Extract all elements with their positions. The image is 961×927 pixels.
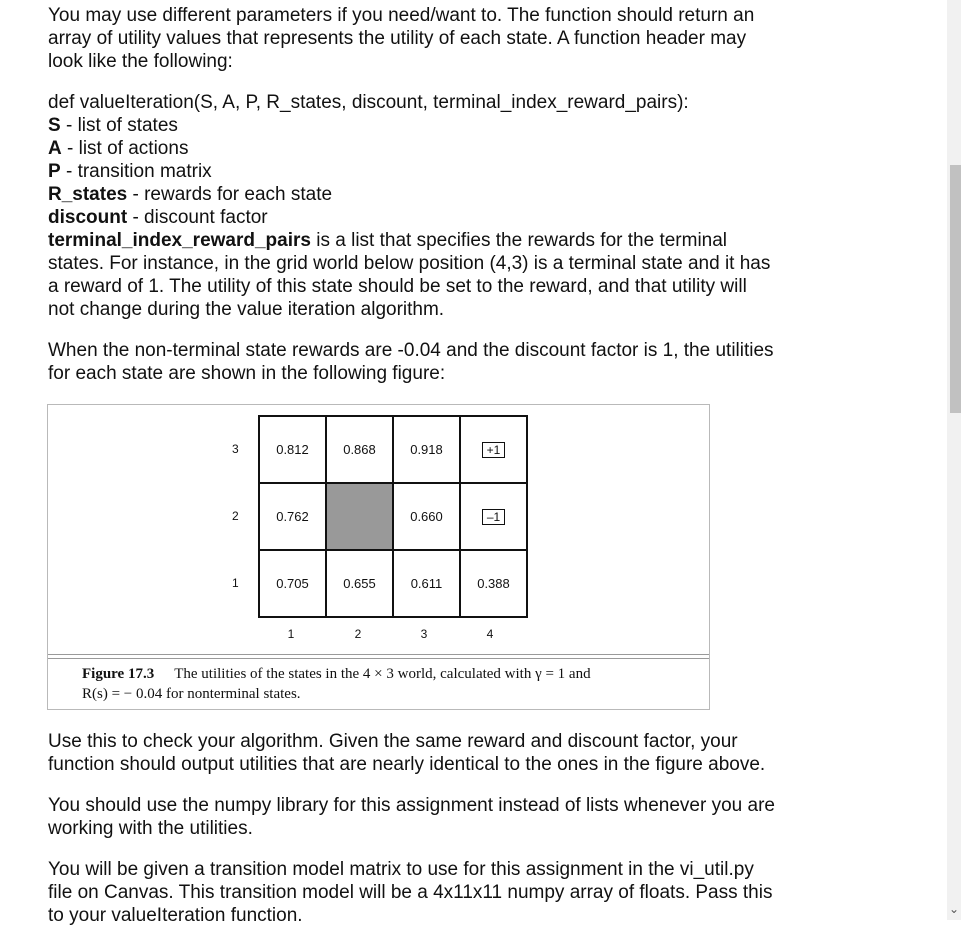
param-p: P - transition matrix	[48, 161, 212, 182]
grid-row	[259, 416, 527, 483]
grid-cell: 0.812	[259, 416, 326, 483]
grid-cell: 0.918	[393, 416, 460, 483]
grid-cell: 0.388	[460, 550, 527, 617]
grid-cell: 0.705	[259, 550, 326, 617]
intro-paragraph: You may use different parameters if you need/want to. The function should return an array of utility values that represents the utility of each state. A function header may look like the following:	[48, 5, 755, 72]
row-label: 1	[232, 576, 239, 590]
scroll-down-icon[interactable]: ⌄	[948, 902, 959, 916]
grid-cell: 0.611	[393, 550, 460, 617]
grid-cell: 0.868	[326, 416, 393, 483]
caption-text: R(s) = − 0.04 for nonterminal states.	[82, 686, 301, 702]
caption-text: The utilities of the states in the 4 × 3 world, calculated with γ = 1 and	[174, 666, 591, 682]
grid-cell: 0.660	[393, 483, 460, 550]
grid-row	[259, 483, 527, 550]
grid-cell	[460, 483, 527, 550]
figure-caption	[82, 664, 692, 704]
wall-cell	[326, 483, 393, 550]
grid-cell: 0.762	[259, 483, 326, 550]
row-label: 3	[232, 442, 239, 456]
figure-17-3	[47, 404, 710, 710]
figure-intro-paragraph: When the non-terminal state rewards are -0.04 and the discount factor is 1, the utilities for each state are shown in the following figure:	[48, 340, 774, 384]
col-label: 4	[486, 627, 494, 641]
grid-row	[259, 550, 527, 617]
transition-paragraph: You will be given a transition model matrix to use for this assignment in the vi_util.py file on Canvas. This transition model will be a 4x11x11 numpy array of floats. Pass this to your valueIteration function.	[48, 859, 773, 926]
check-paragraph: Use this to check your algorithm. Given the same reward and discount factor, your function should output utilities that are nearly identical to the ones in the figure above.	[48, 731, 766, 775]
param-a: A - list of actions	[48, 138, 189, 159]
numpy-paragraph: You should use the numpy library for this assignment instead of lists whenever you are working with the utilities.	[48, 795, 775, 839]
row-label: 2	[232, 509, 239, 523]
terminal-plus-one: +1	[482, 442, 506, 458]
document-body	[48, 4, 828, 385]
grid-cell	[460, 416, 527, 483]
caption-label: Figure 17.3	[82, 666, 155, 682]
figure-divider	[48, 654, 709, 659]
param-terminal-pairs: terminal_index_reward_pairs is a list that specifies the rewards for the terminal states. For instance, in the grid world below position (4,3) is a terminal state and it has a reward of 1. The utility of this state should be set to the reward, and that utility will not change during the value iteration algorithm.	[48, 230, 771, 320]
col-label: 3	[420, 627, 428, 641]
param-discount: discount - discount factor	[48, 207, 268, 228]
terminal-minus-one: –1	[482, 509, 505, 525]
col-label: 1	[287, 627, 295, 641]
document-body-lower	[48, 730, 828, 927]
col-label: 2	[354, 627, 362, 641]
function-signature: def valueIteration(S, A, P, R_states, discount, terminal_index_reward_pairs):	[48, 92, 689, 113]
grid-cell: 0.655	[326, 550, 393, 617]
param-r-states: R_states - rewards for each state	[48, 184, 333, 205]
scrollbar-thumb[interactable]	[950, 165, 961, 413]
utility-grid	[258, 415, 528, 618]
vertical-scrollbar[interactable]	[947, 0, 961, 920]
param-s: S - list of states	[48, 115, 178, 136]
